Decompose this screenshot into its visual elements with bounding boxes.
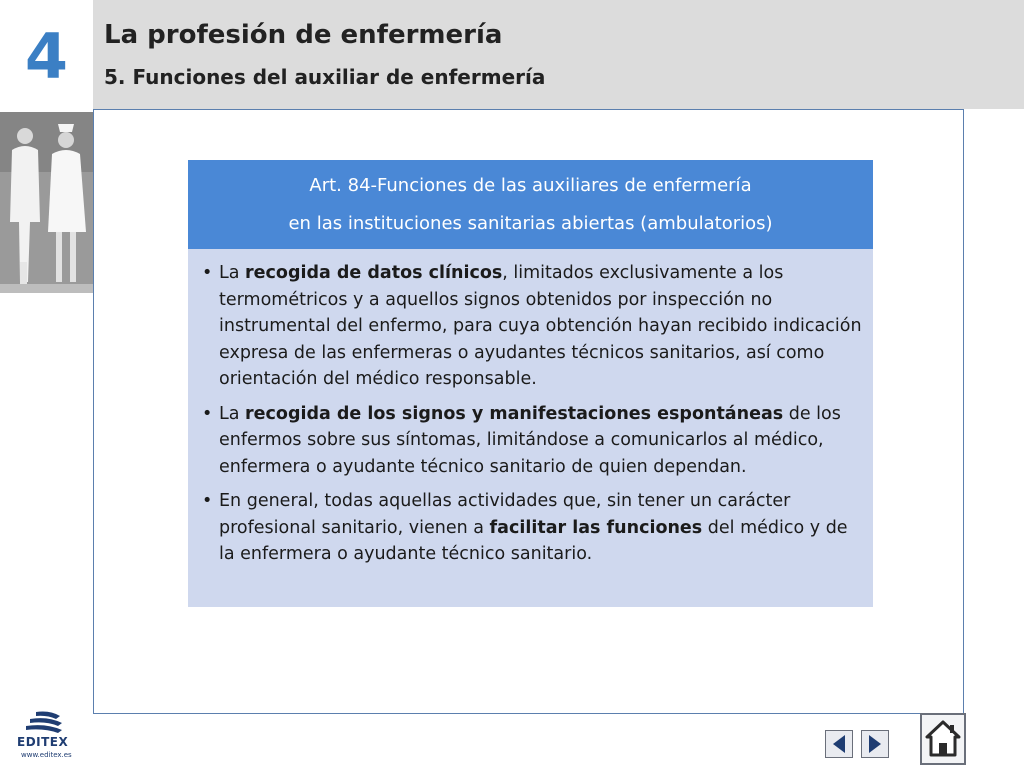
card-header-line1: Art. 84-Funciones de las auxiliares de enfermería <box>309 175 752 196</box>
page-title: La profesión de enfermería <box>104 20 503 50</box>
bullet: • <box>202 491 213 511</box>
logo-url[interactable]: www.editex.es <box>21 751 72 759</box>
card-header <box>188 160 873 249</box>
home-button[interactable] <box>920 713 966 765</box>
item-text-bold: facilitar las funciones <box>489 517 703 538</box>
list-item <box>202 401 862 481</box>
item-text-post: de los enfermos sobre sus síntomas, limitándose a comunicarlos al médico, enfermera o ayudante técnico sanitario de quien dependan. <box>219 403 841 477</box>
item-text-bold: recogida de datos clínicos <box>245 263 503 283</box>
nurses-photo <box>0 112 93 293</box>
previous-arrow-icon <box>826 731 852 757</box>
bullet: • <box>202 403 213 424</box>
item-text-pre: En general, todas aquellas actividades que, sin tener un carácter profesional sanitario, vienen a <box>219 491 791 538</box>
item-text-post: , limitados exclusivamente a los termométricos y a aquellos signos obtenidos por inspección no instrumental del enfermo, para cuya obtención hayan recibido indicación expresa de las enfermeras o ayudantes técnicos sanitarios, así como orientación del médico responsable. <box>219 263 862 389</box>
functions-card <box>188 160 873 607</box>
item-text-pre: La <box>219 403 246 424</box>
item-text-pre: La <box>219 263 246 283</box>
chapter-number: 4 <box>0 0 93 112</box>
next-arrow-icon <box>862 731 888 757</box>
logo-text: EDITEX <box>17 735 69 749</box>
item-text-post: del médico y de la enfermera o ayudante técnico sanitario. <box>219 517 848 564</box>
bullet: • <box>202 263 213 283</box>
page-subtitle: 5. Funciones del auxiliar de enfermería <box>104 65 546 89</box>
item-text-bold: recogida de los signos y manifestaciones espontáneas <box>245 403 784 424</box>
nurses-photo-illustration <box>0 112 93 293</box>
previous-button[interactable] <box>825 730 853 758</box>
list-item <box>202 260 862 393</box>
header-band <box>93 0 1024 109</box>
home-icon <box>922 715 964 763</box>
functions-list <box>202 260 862 576</box>
next-button[interactable] <box>861 730 889 758</box>
card-header-line2: en las instituciones sanitarias abiertas (ambulatorios) <box>288 213 773 234</box>
list-item <box>202 488 862 568</box>
